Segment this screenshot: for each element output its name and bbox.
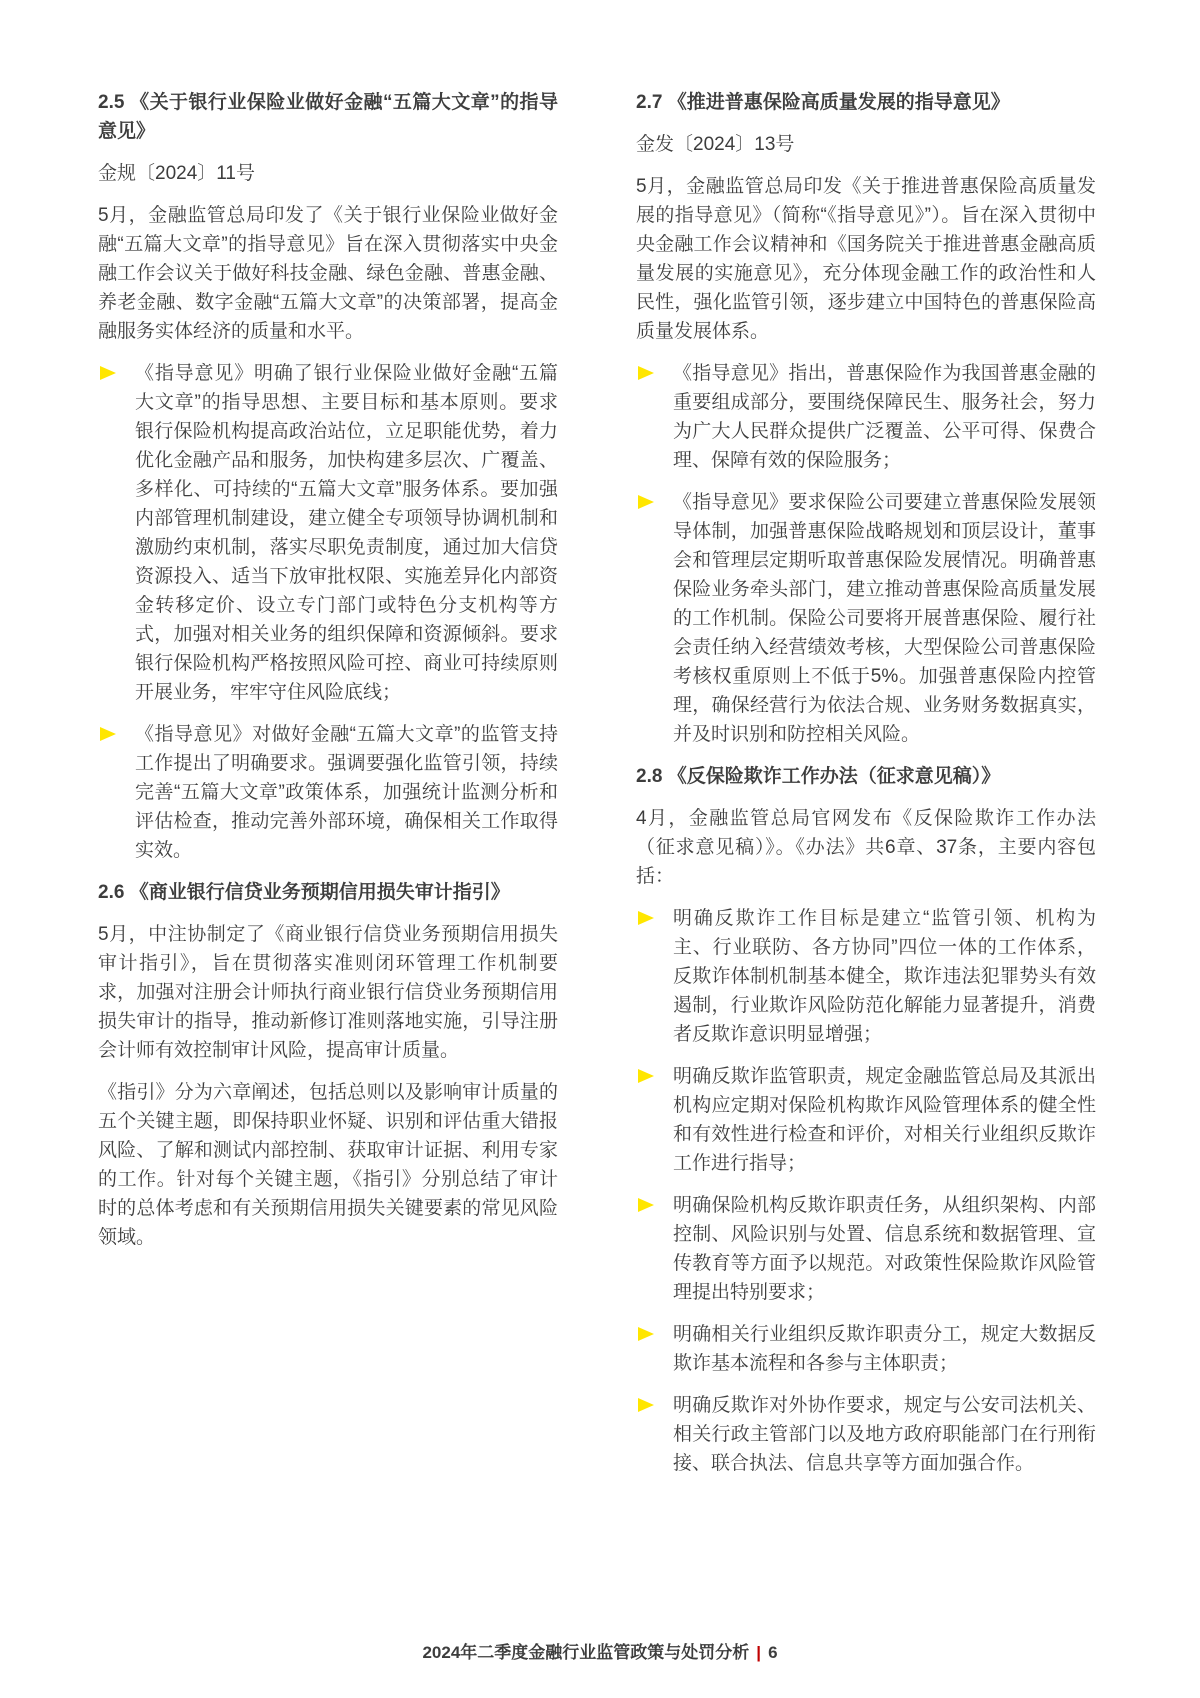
bullet-text: 明确反欺诈对外协作要求，规定与公安司法机关、相关行政主管部门以及地方政府职能部门在行刑衔接、联合执法、信息共享等方面加强合作。 [673, 1395, 1096, 1474]
paragraph: 4月，金融监管总局官网发布《反保险欺诈工作办法（征求意见稿）》。《办法》共6章、37条，主要内容包括： [636, 808, 1096, 887]
bullet-text: 明确保险机构反欺诈职责任务，从组织架构、内部控制、风险识别与处置、信息系统和数据管理、宣传教育等方面予以规范。对政策性保险欺诈风险管理提出特别要求； [673, 1195, 1096, 1303]
bullet-text: 《指导意见》指出，普惠保险作为我国普惠金融的重要组成部分，要围绕保障民生、服务社会，努力为广大人民群众提供广泛覆盖、公平可得、保费合理、保障有效的保险服务； [673, 363, 1096, 471]
right-column [636, 88, 1096, 1491]
bullet-triangle-icon [638, 911, 654, 925]
bullet-triangle-icon [638, 495, 654, 509]
paragraph: 5月，中注协制定了《商业银行信贷业务预期信用损失审计指引》，旨在贯彻落实准则闭环管理工作机制要求，加强对注册会计师执行商业银行信贷业务预期信用损失审计的指导，推动新修订准则落地实施，引导注册会计师有效控制审计风险，提高审计质量。 [98, 924, 558, 1061]
page-footer [0, 1638, 1200, 1663]
bullet-text: 《指导意见》要求保险公司要建立普惠保险发展领导体制，加强普惠保险战略规划和顶层设计，董事会和管理层定期听取普惠保险发展情况。明确普惠保险业务牵头部门，建立推动普惠保险高质量发展的工作机制。保险公司要将开展普惠保险、履行社会责任纳入经营绩效考核，大型保险公司普惠保险考核权重原则上不低于5%。加强普惠保险内控管理，确保经营行为依法合规、业务财务数据真实，并及时识别和防控相关风险。 [673, 492, 1096, 745]
bullet-item [636, 1191, 1096, 1307]
document-number: 金发〔2024〕13号 [636, 134, 795, 155]
bullet-item [636, 904, 1096, 1049]
section-heading: 2.8 《反保险欺诈工作办法（征求意见稿）》 [636, 766, 1001, 787]
bullet-item [98, 359, 558, 707]
section-heading: 2.7 《推进普惠保险高质量发展的指导意见》 [636, 92, 1010, 113]
paragraph: 5月，金融监管总局印发《关于推进普惠保险高质量发展的指导意见》（简称“《指导意见》”）。旨在深入贯彻中央金融工作会议精神和《国务院关于推进普惠金融高质量发展的实施意见》，充分体现金融工作的政治性和人民性，强化监管引领，逐步建立中国特色的普惠保险高质量发展体系。 [636, 176, 1096, 342]
bullet-triangle-icon [638, 1327, 654, 1341]
bullet-triangle-icon [100, 727, 116, 741]
bullet-item [636, 1062, 1096, 1178]
bullet-text: 明确反欺诈监管职责，规定金融监管总局及其派出机构应定期对保险机构欺诈风险管理体系的健全性和有效性进行检查和评价，对相关行业组织反欺诈工作进行指导； [673, 1066, 1096, 1174]
left-column [98, 88, 558, 1491]
bullet-triangle-icon [638, 1069, 654, 1083]
footer-page-number: 6 [768, 1643, 778, 1662]
paragraph: 5月，金融监管总局印发了《关于银行业保险业做好金融“五篇大文章”的指导意见》旨在深入贯彻落实中央金融工作会议关于做好科技金融、绿色金融、普惠金融、养老金融、数字金融“五篇大文章”的决策部署，提高金融服务实体经济的质量和水平。 [98, 205, 558, 342]
section-heading: 2.6 《商业银行信贷业务预期信用损失审计指引》 [98, 882, 510, 903]
two-column-content [98, 88, 1096, 1491]
bullet-text: 《指导意见》对做好金融“五篇大文章”的监管支持工作提出了明确要求。强调要强化监管引领，持续完善“五篇大文章”政策体系，加强统计监测分析和评估检查，推动完善外部环境，确保相关工作取得实效。 [135, 724, 558, 861]
bullet-item [636, 1320, 1096, 1378]
bullet-triangle-icon [638, 1198, 654, 1212]
footer-separator: | [756, 1643, 762, 1662]
bullet-triangle-icon [638, 366, 654, 380]
bullet-item [98, 720, 558, 865]
document-number: 金规〔2024〕11号 [98, 163, 255, 184]
bullet-item [636, 359, 1096, 475]
bullet-item [636, 488, 1096, 749]
bullet-text: 明确反欺诈工作目标是建立“监管引领、机构为主、行业联防、各方协同”四位一体的工作体系，反欺诈体制机制基本健全，欺诈违法犯罪势头有效遏制，行业欺诈风险防范化解能力显著提升，消费者反欺诈意识明显增强； [673, 908, 1096, 1045]
bullet-text: 明确相关行业组织反欺诈职责分工，规定大数据反欺诈基本流程和各参与主体职责； [673, 1324, 1096, 1374]
bullet-triangle-icon [638, 1398, 654, 1412]
section-heading: 2.5 《关于银行业保险业做好金融“五篇大文章”的指导意见》 [98, 92, 558, 142]
bullet-item [636, 1391, 1096, 1478]
footer-title: 2024年二季度金融行业监管政策与处罚分析 [422, 1643, 750, 1662]
bullet-triangle-icon [100, 366, 116, 380]
bullet-text: 《指导意见》明确了银行业保险业做好金融“五篇大文章”的指导思想、主要目标和基本原则。要求银行保险机构提高政治站位，立足职能优势，着力优化金融产品和服务，加快构建多层次、广覆盖、多样化、可持续的“五篇大文章”服务体系。要加强内部管理机制建设，建立健全专项领导协调机制和激励约束机制，落实尽职免责制度，通过加大信贷资源投入、适当下放审批权限、实施差异化内部资金转移定价、设立专门部门或特色分支机构等方式，加强对相关业务的组织保障和资源倾斜。要求银行保险机构严格按照风险可控、商业可持续原则开展业务，牢牢守住风险底线； [135, 363, 558, 703]
paragraph: 《指引》分为六章阐述，包括总则以及影响审计质量的五个关键主题，即保持职业怀疑、识别和评估重大错报风险、了解和测试内部控制、获取审计证据、利用专家的工作。针对每个关键主题，《指引》分别总结了审计时的总体考虑和有关预期信用损失关键要素的常见风险领域。 [98, 1082, 558, 1248]
